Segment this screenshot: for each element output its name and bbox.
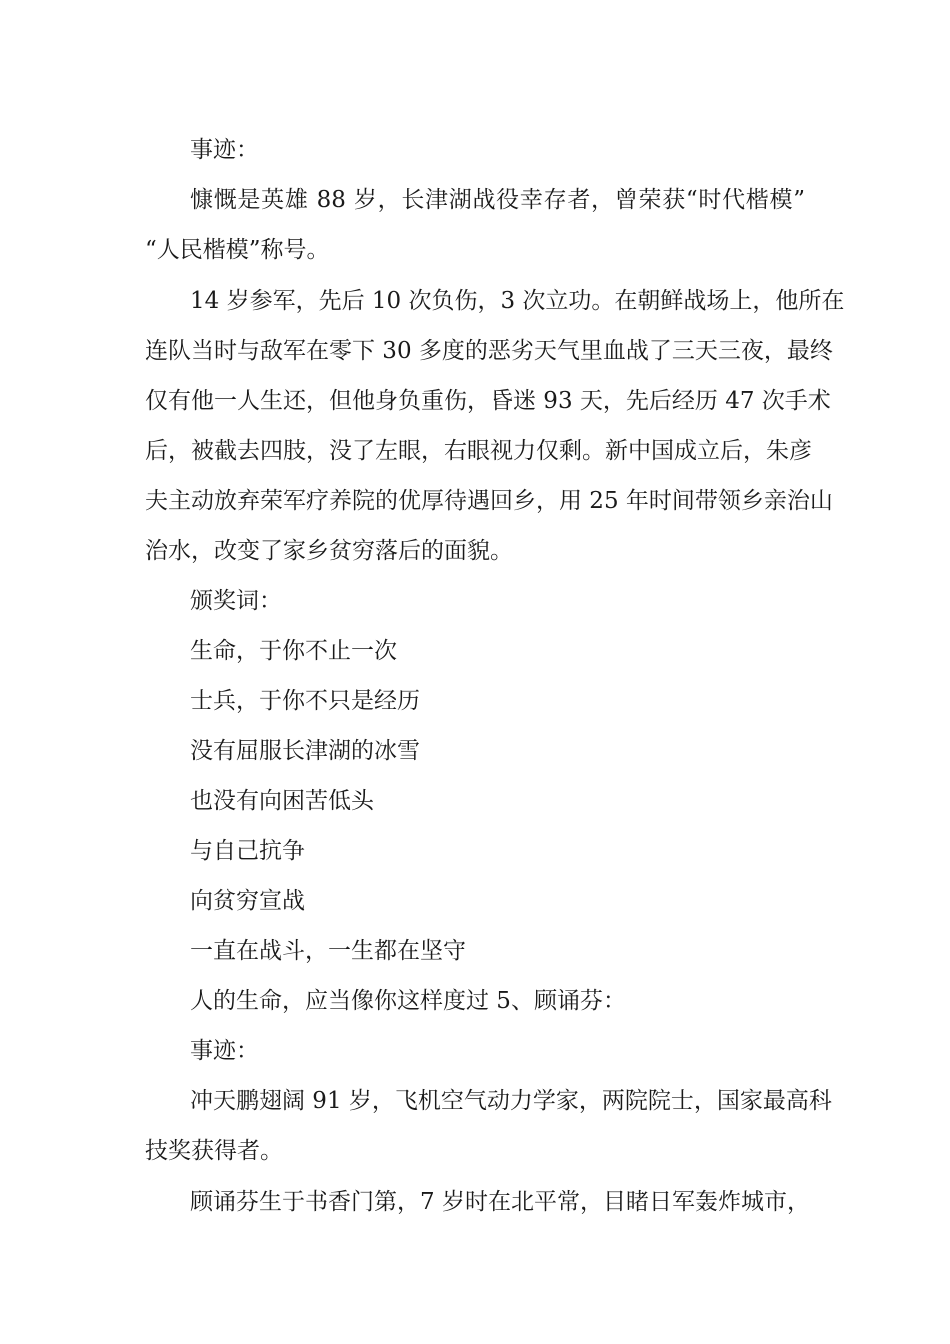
paragraph-line: 慷慨是英雄 88 岁，长津湖战役幸存者，曾荣获“时代楷模”	[190, 187, 805, 213]
section-heading-award-speech: 颁奖词：	[190, 588, 282, 614]
section-heading-deeds: 事迹：	[190, 137, 259, 163]
paragraph-line: “人民楷模”称号。	[145, 237, 330, 263]
poem-line: 与自己抗争	[190, 838, 305, 864]
paragraph-line: 冲天鹏翅阔 91 岁，飞机空气动力学家，两院院士，国家最高科	[190, 1088, 832, 1114]
paragraph-line: 夫主动放弃荣军疗养院的优厚待遇回乡，用 25 年时间带领乡亲治山	[145, 488, 833, 514]
poem-line: 向贫穷宣战	[190, 888, 305, 914]
poem-line: 生命，于你不止一次	[190, 638, 397, 664]
paragraph-line: 连队当时与敌军在零下 30 多度的恶劣天气里血战了三天三夜，最终	[145, 338, 833, 364]
poem-line: 人的生命，应当像你这样度过 5、顾诵芬：	[190, 988, 626, 1014]
paragraph-line: 仅有他一人生还，但他身负重伤，昏迷 93 天，先后经历 47 次手术	[145, 388, 831, 414]
poem-line: 没有屈服长津湖的冰雪	[190, 738, 420, 764]
paragraph-line: 后，被截去四肢，没了左眼，右眼视力仅剩。新中国成立后，朱彦	[145, 438, 812, 464]
paragraph-line: 治水，改变了家乡贫穷落后的面貌。	[145, 538, 513, 564]
poem-line: 士兵，于你不只是经历	[190, 688, 420, 714]
paragraph-line: 技奖获得者。	[145, 1138, 283, 1164]
poem-line: 一直在战斗，一生都在坚守	[190, 938, 466, 964]
section-heading-deeds: 事迹：	[190, 1038, 259, 1064]
paragraph-line: 顾诵芬生于书香门第，7 岁时在北平常，目睹日军轰炸城市，	[190, 1189, 810, 1215]
paragraph-line: 14 岁参军，先后 10 次负伤，3 次立功。在朝鲜战场上，他所在	[190, 288, 845, 314]
poem-line: 也没有向困苦低头	[190, 788, 374, 814]
